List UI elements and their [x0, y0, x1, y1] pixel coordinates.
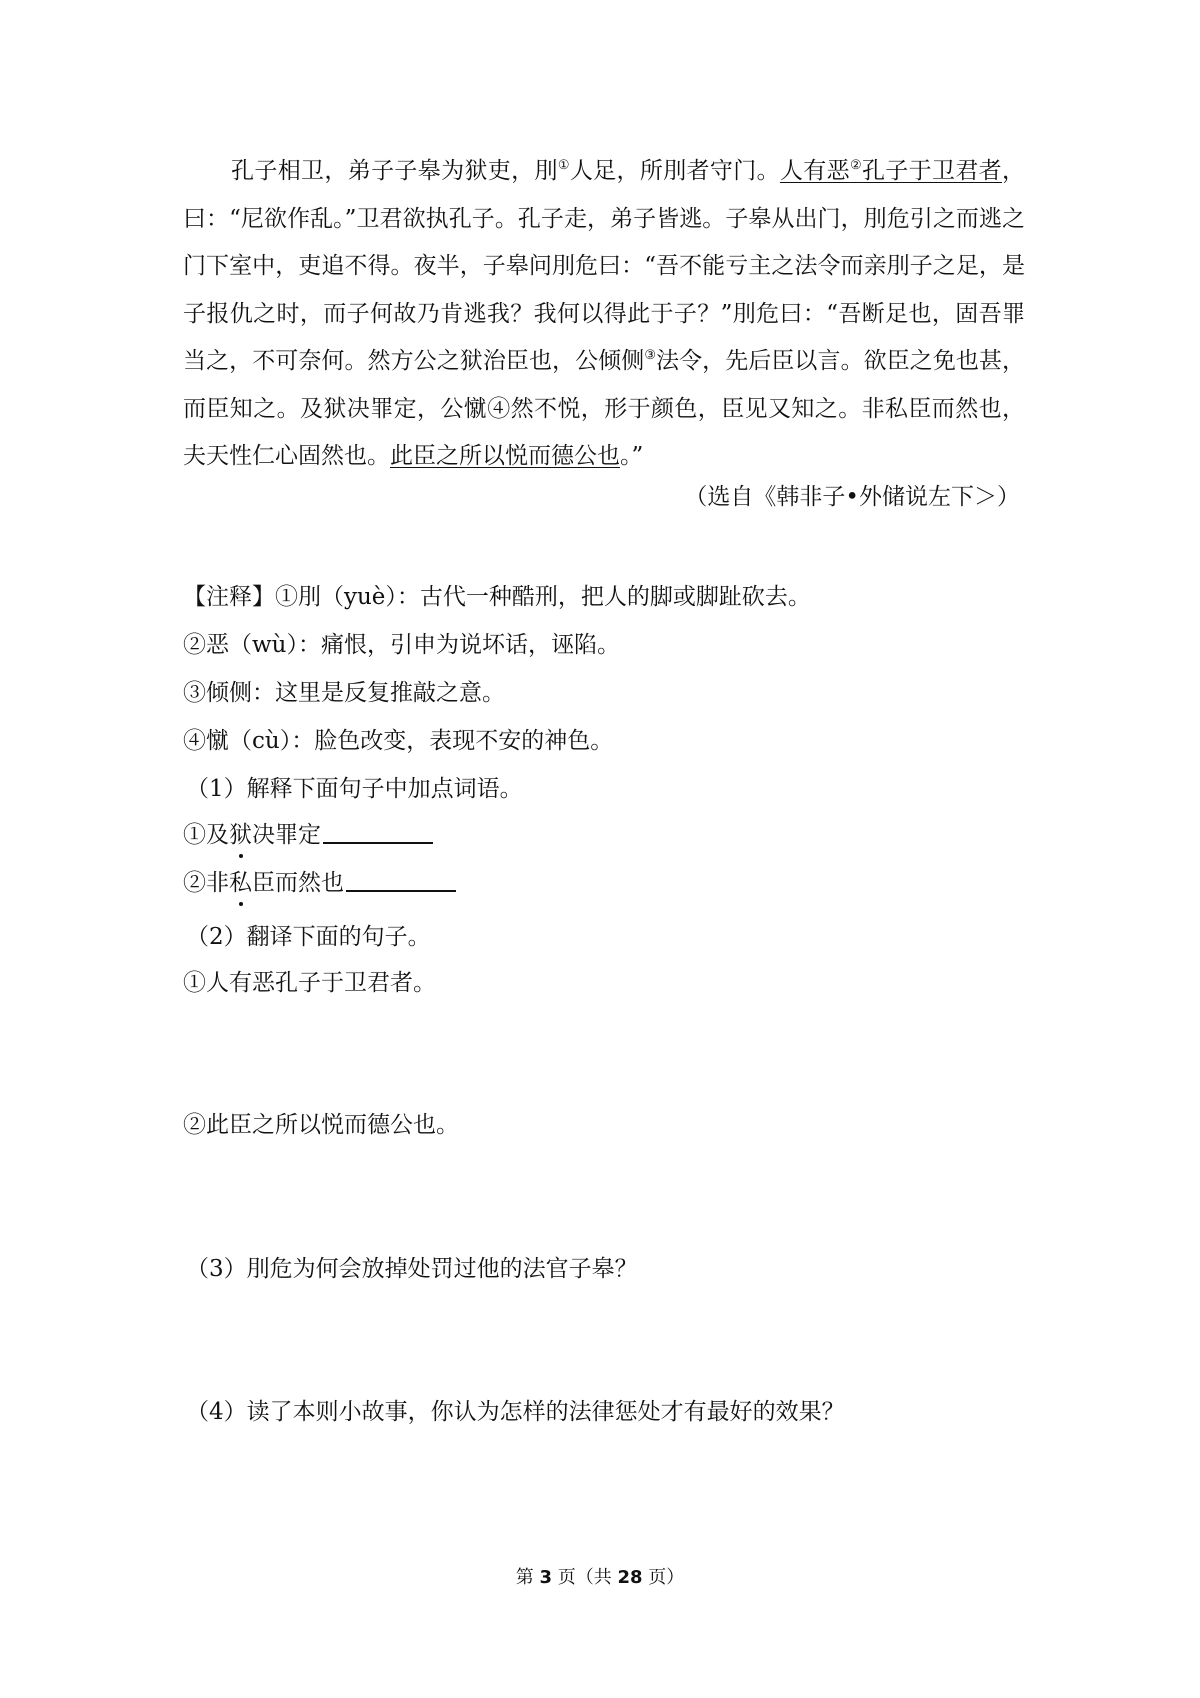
- underlined-sentence-1: [780, 158, 1002, 184]
- annotation-2: ②恶（wù）：痛恨，引申为说坏话，诬陷。: [183, 632, 620, 658]
- page-number: 3: [539, 1567, 552, 1588]
- total-pages: 28: [617, 1567, 643, 1588]
- annotation-4: ④憱（cù）：脸色改变，表现不安的神色。: [183, 728, 614, 754]
- passage-source: （选自《韩非子•外储说左下＞）: [684, 484, 1020, 510]
- question-3: （3）刖危为何会放掉处罚过他的法官子皋？: [186, 1256, 638, 1282]
- underlined-text: 孔子于卫君者: [861, 158, 1002, 184]
- passage-text: 人足，所刖者守门。: [569, 158, 780, 184]
- passage-text: 法令，先后臣以言。欲臣之免也甚，而臣知之。及狱决罪定，公憱④然不悦，形于颜色，臣见又知之。非私臣而然也，夫天性仁心固然也。: [183, 348, 1026, 469]
- item-text: 决罪定: [252, 822, 321, 848]
- footer-text: 页（共: [552, 1567, 618, 1588]
- note-marker-1: ①: [557, 158, 570, 173]
- question-2: （2）翻译下面的句子。: [186, 924, 431, 950]
- page-footer: [0, 1563, 1200, 1589]
- dotted-word: 私: [229, 864, 252, 897]
- question-1-item-1: [183, 816, 433, 849]
- question-1: （1）解释下面句子中加点词语。: [186, 776, 523, 802]
- passage-text: 孔子相卫，弟子子皋为狱吏，刖: [231, 158, 558, 184]
- annotation-1: 【注释】①刖（yuè）：古代一种酷刑，把人的脚或脚趾砍去。: [183, 584, 811, 610]
- dotted-word: 狱: [229, 816, 252, 849]
- annotation-3: ③倾侧：这里是反复推敲之意。: [183, 680, 505, 706]
- answer-blank[interactable]: [323, 822, 433, 844]
- classical-chinese-passage: [183, 148, 1025, 481]
- underlined-text: 人有恶: [779, 158, 850, 184]
- footer-text: 第: [515, 1567, 540, 1588]
- underlined-sentence-2: 此臣之所以悦而德公也: [390, 443, 620, 469]
- question-4: （4）读了本则小故事，你认为怎样的法律惩处才有最好的效果？: [186, 1399, 845, 1425]
- note-marker-3: ③: [644, 348, 657, 363]
- item-text: 臣而然也: [252, 870, 344, 896]
- item-text: ②非: [183, 870, 229, 896]
- note-marker-2: ②: [849, 158, 862, 173]
- passage-text: 。”: [620, 443, 644, 469]
- item-text: ①及: [183, 822, 229, 848]
- question-1-item-2: [183, 864, 456, 897]
- question-2-item-1: ①人有恶孔子于卫君者。: [183, 970, 436, 996]
- footer-text: 页）: [642, 1567, 685, 1588]
- passage-text: ，曰：“尼欲作乱。”卫君欲执孔子。孔子走，弟子皆逃。子皋从出门，刖危引之而逃之门下室中，吏追不得。夜半，子皋问刖危曰：“吾不能亏主之法令而亲刖子之足，是子报仇之时，而子何故乃肯逃我？我何以得此于子？”刖危曰：“吾断足也，固吾罪当之，不可奈何。然方公之狱治臣也，公倾侧: [183, 158, 1025, 374]
- question-2-item-2: ②此臣之所以悦而德公也。: [183, 1112, 459, 1138]
- answer-blank[interactable]: [346, 870, 456, 892]
